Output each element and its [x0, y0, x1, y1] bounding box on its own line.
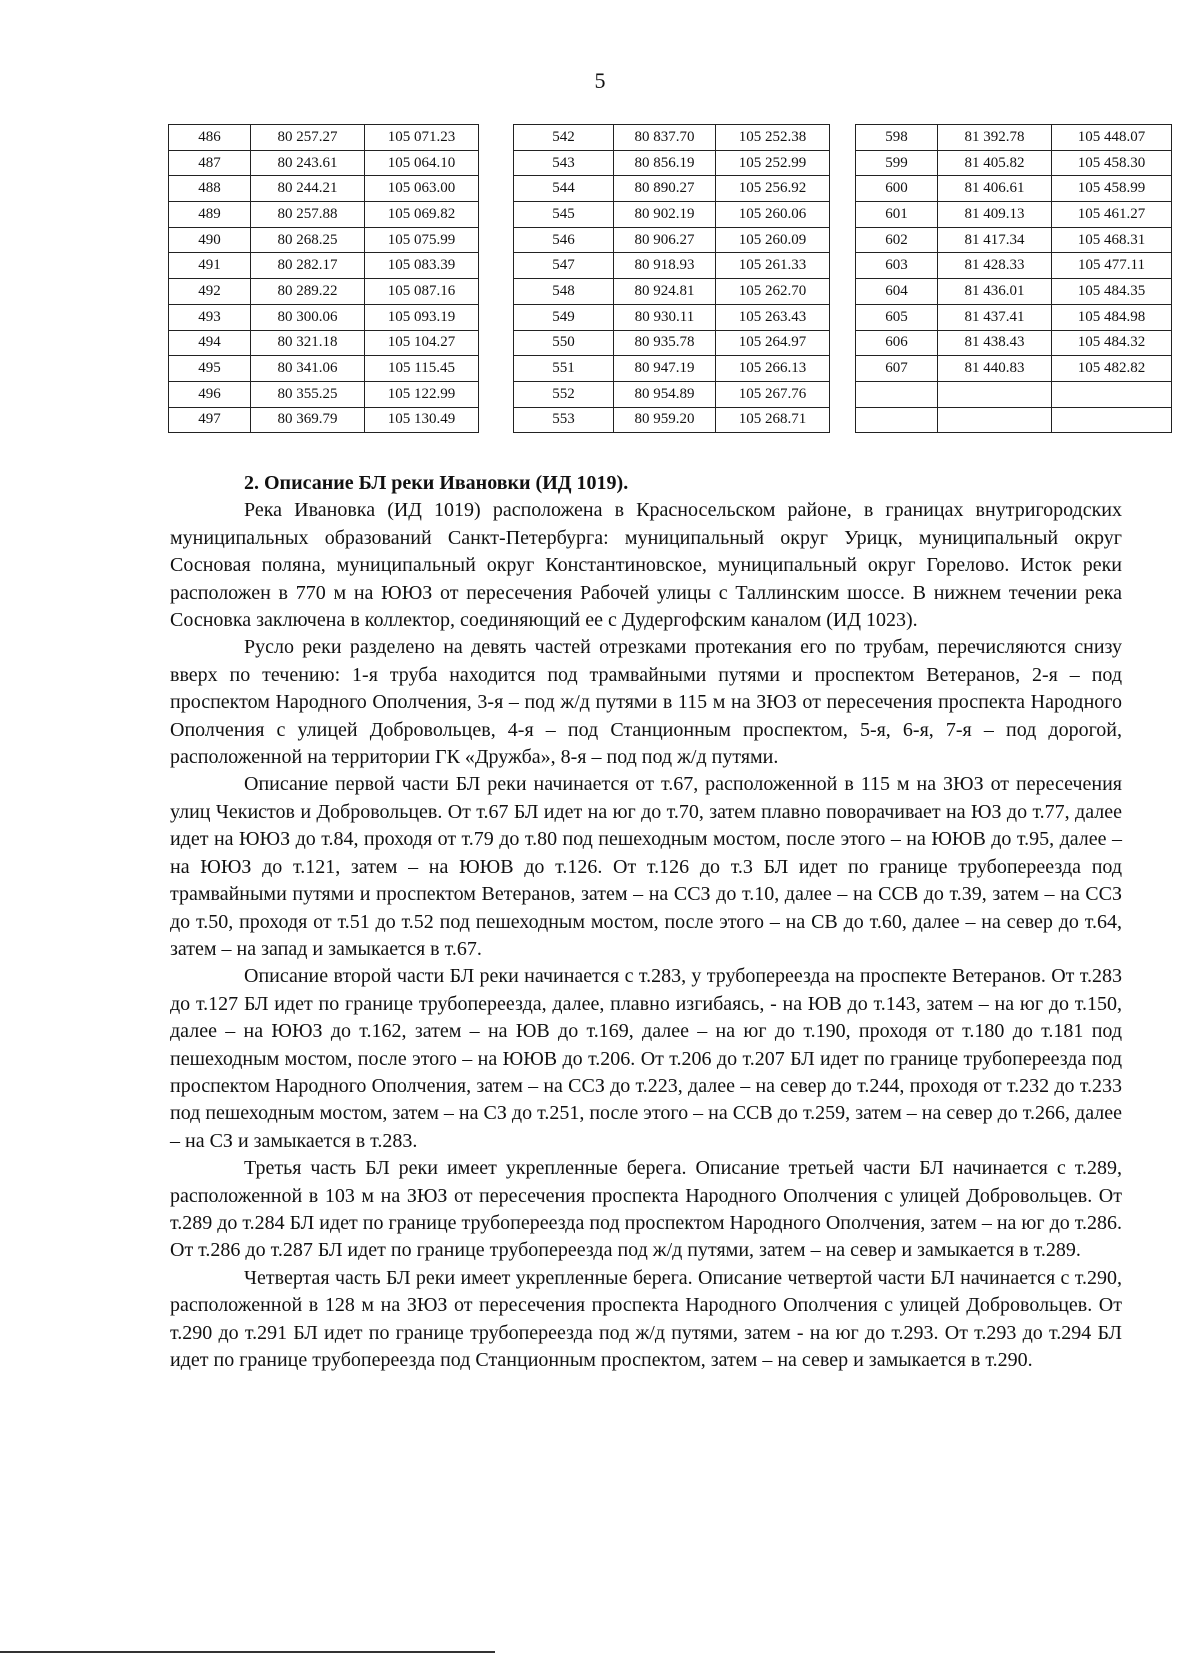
y-coordinate-cell — [1052, 381, 1172, 407]
point-number-cell: 495 — [169, 356, 251, 382]
point-number-cell: 552 — [514, 381, 614, 407]
x-coordinate-cell: 80 918.93 — [614, 253, 716, 279]
table-row — [856, 150, 1172, 176]
table-row — [856, 253, 1172, 279]
y-coordinate-cell: 105 267.76 — [716, 381, 830, 407]
x-coordinate-cell: 81 406.61 — [938, 176, 1052, 202]
x-coordinate-cell: 80 906.27 — [614, 227, 716, 253]
y-coordinate-cell: 105 482.82 — [1052, 356, 1172, 382]
page-number: 5 — [594, 68, 606, 93]
point-number-cell: 492 — [169, 279, 251, 305]
table-row — [514, 381, 830, 407]
y-coordinate-cell: 105 484.98 — [1052, 304, 1172, 330]
y-coordinate-cell: 105 256.92 — [716, 176, 830, 202]
x-coordinate-cell: 81 392.78 — [938, 125, 1052, 151]
section-heading: 2. Описание БЛ реки Ивановки (ИД 1019). — [244, 472, 629, 494]
y-coordinate-cell: 105 484.35 — [1052, 279, 1172, 305]
y-coordinate-cell: 105 071.23 — [365, 125, 479, 151]
y-coordinate-cell: 105 266.13 — [716, 356, 830, 382]
y-coordinate-cell: 105 448.07 — [1052, 125, 1172, 151]
x-coordinate-cell: 80 268.25 — [251, 227, 365, 253]
x-coordinate-cell: 80 935.78 — [614, 330, 716, 356]
x-coordinate-cell: 80 282.17 — [251, 253, 365, 279]
coordinates-table-1 — [168, 124, 479, 433]
table-row — [856, 356, 1172, 382]
point-number-cell: 602 — [856, 227, 938, 253]
point-number-cell: 553 — [514, 407, 614, 433]
x-coordinate-cell: 80 321.18 — [251, 330, 365, 356]
table-row — [169, 304, 479, 330]
table-row — [169, 176, 479, 202]
point-number-cell — [856, 381, 938, 407]
point-number-cell: 489 — [169, 202, 251, 228]
document-body — [170, 470, 1122, 1374]
x-coordinate-cell: 80 837.70 — [614, 125, 716, 151]
y-coordinate-cell: 105 461.27 — [1052, 202, 1172, 228]
table-row — [856, 381, 1172, 407]
table-row — [514, 253, 830, 279]
table-row — [856, 330, 1172, 356]
point-number-cell: 599 — [856, 150, 938, 176]
table-row — [169, 407, 479, 433]
paragraph-part-three: Третья часть БЛ реки имеет укрепленные берега. Описание третьей части БЛ начинается с т.289, расположенной в 103 м на ЗЮЗ от пересечения проспекта Народного Ополчения с улицей Добровольцев. От т.289 до т.284 БЛ идет по границе трубопереезда под проспектом Народного Ополчения, затем – на юг до т.286. От т.286 до т.287 БЛ идет по границе трубопереезда под ж/д путями, затем – на север и замыкается в т.289. — [170, 1157, 1122, 1262]
point-number-cell: 497 — [169, 407, 251, 433]
y-coordinate-cell: 105 104.27 — [365, 330, 479, 356]
y-coordinate-cell: 105 468.31 — [1052, 227, 1172, 253]
x-coordinate-cell: 80 959.20 — [614, 407, 716, 433]
x-coordinate-cell — [938, 381, 1052, 407]
x-coordinate-cell: 80 924.81 — [614, 279, 716, 305]
x-coordinate-cell: 80 244.21 — [251, 176, 365, 202]
point-number-cell: 544 — [514, 176, 614, 202]
table-row — [514, 279, 830, 305]
x-coordinate-cell: 81 428.33 — [938, 253, 1052, 279]
x-coordinate-cell: 80 289.22 — [251, 279, 365, 305]
point-number-cell: 551 — [514, 356, 614, 382]
y-coordinate-cell: 105 252.38 — [716, 125, 830, 151]
x-coordinate-cell — [938, 407, 1052, 433]
x-coordinate-cell: 80 257.88 — [251, 202, 365, 228]
y-coordinate-cell: 105 075.99 — [365, 227, 479, 253]
table-row — [514, 202, 830, 228]
x-coordinate-cell: 81 409.13 — [938, 202, 1052, 228]
point-number-cell: 600 — [856, 176, 938, 202]
table-row — [856, 304, 1172, 330]
table-row — [514, 330, 830, 356]
y-coordinate-cell: 105 087.16 — [365, 279, 479, 305]
coordinates-table-2 — [513, 124, 830, 433]
y-coordinate-cell: 105 063.00 — [365, 176, 479, 202]
table-row — [514, 356, 830, 382]
table-row — [169, 279, 479, 305]
table-row — [514, 407, 830, 433]
x-coordinate-cell: 81 417.34 — [938, 227, 1052, 253]
x-coordinate-cell: 81 438.43 — [938, 330, 1052, 356]
table-row — [169, 150, 479, 176]
table-row — [169, 125, 479, 151]
table-row — [169, 356, 479, 382]
point-number-cell: 607 — [856, 356, 938, 382]
x-coordinate-cell: 80 355.25 — [251, 381, 365, 407]
point-number-cell: 549 — [514, 304, 614, 330]
y-coordinate-cell: 105 122.99 — [365, 381, 479, 407]
table-row — [856, 279, 1172, 305]
point-number-cell: 598 — [856, 125, 938, 151]
table-row — [856, 176, 1172, 202]
point-number-cell: 545 — [514, 202, 614, 228]
x-coordinate-cell: 80 947.19 — [614, 356, 716, 382]
point-number-cell: 496 — [169, 381, 251, 407]
point-number-cell: 604 — [856, 279, 938, 305]
table-row — [514, 227, 830, 253]
y-coordinate-cell: 105 069.82 — [365, 202, 479, 228]
point-number-cell: 546 — [514, 227, 614, 253]
table-row — [856, 227, 1172, 253]
paragraph-part-one: Описание первой части БЛ реки начинается от т.67, расположенной в 115 м на ЗЮЗ от пересечения улиц Чекистов и Добровольцев. От т.67 БЛ идет на юг до т.70, затем плавно поворачивает на ЮЗ до т.77, далее идет на ЮЮЗ до т.84, проходя от т.79 до т.80 под пешеходным мостом, после этого – на ЮЮВ до т.95, далее – на ЮЮЗ до т.121, затем – на ЮЮВ до т.126. От т.126 до т.3 БЛ идет по границе трубопереезда под трамвайными путями и проспектом Ветеранов, затем – на ССЗ до т.10, далее – на ССВ до т.39, затем – на ССЗ до т.50, проходя от т.51 до т.52 под пешеходным мостом, после этого – на СВ до т.60, далее – на север до т.64, затем – на запад и замыкается в т.67. — [170, 773, 1122, 960]
x-coordinate-cell: 80 243.61 — [251, 150, 365, 176]
point-number-cell: 543 — [514, 150, 614, 176]
coordinates-table-3 — [855, 124, 1172, 433]
y-coordinate-cell: 105 262.70 — [716, 279, 830, 305]
y-coordinate-cell: 105 252.99 — [716, 150, 830, 176]
paragraph-channel-division: Русло реки разделено на девять частей отрезками протекания его по трубам, перечисляются снизу вверх по течению: 1-я труба находится под трамвайными путями и проспектом Ветеранов, 2-я – под проспектом Народного Ополчения, 3-я – под ж/д путями в 115 м на ЗЮЗ от пересечения проспекта Народного Ополчения с улицей Добровольцев, 4-я – под Станционным проспектом, 5-я, 6-я, 7-я – под дорогой, расположенной на территории ГК «Дружба», 8-я – под под ж/д путями. — [170, 636, 1122, 769]
y-coordinate-cell — [1052, 407, 1172, 433]
x-coordinate-cell: 80 300.06 — [251, 304, 365, 330]
point-number-cell: 550 — [514, 330, 614, 356]
x-coordinate-cell: 80 341.06 — [251, 356, 365, 382]
y-coordinate-cell: 105 093.19 — [365, 304, 479, 330]
table-row — [169, 227, 479, 253]
table-row — [856, 407, 1172, 433]
point-number-cell: 548 — [514, 279, 614, 305]
point-number-cell: 487 — [169, 150, 251, 176]
table-row — [514, 125, 830, 151]
point-number-cell: 542 — [514, 125, 614, 151]
y-coordinate-cell: 105 260.06 — [716, 202, 830, 228]
bottom-divider — [0, 1651, 495, 1653]
point-number-cell: 605 — [856, 304, 938, 330]
table-row — [514, 150, 830, 176]
table-row — [856, 202, 1172, 228]
x-coordinate-cell: 80 954.89 — [614, 381, 716, 407]
point-number-cell — [856, 407, 938, 433]
point-number-cell: 601 — [856, 202, 938, 228]
x-coordinate-cell: 80 369.79 — [251, 407, 365, 433]
table-row — [169, 381, 479, 407]
point-number-cell: 491 — [169, 253, 251, 279]
point-number-cell: 606 — [856, 330, 938, 356]
x-coordinate-cell: 81 437.41 — [938, 304, 1052, 330]
y-coordinate-cell: 105 477.11 — [1052, 253, 1172, 279]
y-coordinate-cell: 105 484.32 — [1052, 330, 1172, 356]
table-row — [169, 253, 479, 279]
point-number-cell: 486 — [169, 125, 251, 151]
x-coordinate-cell: 80 930.11 — [614, 304, 716, 330]
y-coordinate-cell: 105 083.39 — [365, 253, 479, 279]
y-coordinate-cell: 105 260.09 — [716, 227, 830, 253]
point-number-cell: 547 — [514, 253, 614, 279]
table-row — [169, 202, 479, 228]
x-coordinate-cell: 80 890.27 — [614, 176, 716, 202]
y-coordinate-cell: 105 458.30 — [1052, 150, 1172, 176]
table-row — [169, 330, 479, 356]
y-coordinate-cell: 105 130.49 — [365, 407, 479, 433]
point-number-cell: 493 — [169, 304, 251, 330]
x-coordinate-cell: 80 902.19 — [614, 202, 716, 228]
y-coordinate-cell: 105 458.99 — [1052, 176, 1172, 202]
point-number-cell: 603 — [856, 253, 938, 279]
x-coordinate-cell: 80 257.27 — [251, 125, 365, 151]
x-coordinate-cell: 81 405.82 — [938, 150, 1052, 176]
point-number-cell: 488 — [169, 176, 251, 202]
x-coordinate-cell: 81 436.01 — [938, 279, 1052, 305]
paragraph-part-four: Четвертая часть БЛ реки имеет укрепленные берега. Описание четвертой части БЛ начинается с т.290, расположенной в 128 м на ЗЮЗ от пересечения проспекта Народного Ополчения с улицей Добровольцев. От т.290 до т.291 БЛ идет по границе трубопереезда под ж/д путями, затем - на юг до т.293. От т.293 до т.294 БЛ идет по границе трубопереезда под Станционным проспектом, затем – на север и замыкается в т.290. — [170, 1266, 1122, 1371]
point-number-cell: 494 — [169, 330, 251, 356]
point-number-cell: 490 — [169, 227, 251, 253]
table-row — [514, 176, 830, 202]
x-coordinate-cell: 80 856.19 — [614, 150, 716, 176]
y-coordinate-cell: 105 261.33 — [716, 253, 830, 279]
table-row — [514, 304, 830, 330]
table-row — [856, 125, 1172, 151]
y-coordinate-cell: 105 115.45 — [365, 356, 479, 382]
paragraph-part-two: Описание второй части БЛ реки начинается с т.283, у трубопереезда на проспекте Ветеранов. От т.283 до т.127 БЛ идет по границе трубопереезда, далее, плавно изгибаясь, - на ЮВ до т.143, затем – на юг до т.150, далее – на ЮЮЗ до т.162, затем – на ЮВ до т.169, далее – на юг до т.190, проходя от т.180 до т.181 под пешеходным мостом, после этого – на ЮЮВ до т.206. От т.206 до т.207 БЛ идет по границе трубопереезда под проспектом Народного Ополчения, затем – на ССЗ до т.223, далее – на север до т.244, проходя от т.232 до т.233 под пешеходным мостом, затем – на СЗ до т.251, после этого – на ССВ до т.259, затем – на север до т.266, далее – на СЗ и замыкается в т.283. — [170, 965, 1122, 1152]
y-coordinate-cell: 105 268.71 — [716, 407, 830, 433]
y-coordinate-cell: 105 264.97 — [716, 330, 830, 356]
y-coordinate-cell: 105 064.10 — [365, 150, 479, 176]
paragraph-river-location: Река Ивановка (ИД 1019) расположена в Красносельском районе, в границах внутригородских муниципальных образований Санкт-Петербурга: муниципальный округ Урицк, муниципальный округ Сосновая поляна, муниципальный округ Константиновское, муниципальный округ Горелово. Исток реки расположен в 770 м на ЮЮЗ от пересечения Рабочей улицы с Таллинским шоссе. В нижнем течении река Сосновка заключена в коллектор, соединяющий ее с Дудергофским каналом (ИД 1023). — [170, 499, 1122, 632]
x-coordinate-cell: 81 440.83 — [938, 356, 1052, 382]
y-coordinate-cell: 105 263.43 — [716, 304, 830, 330]
